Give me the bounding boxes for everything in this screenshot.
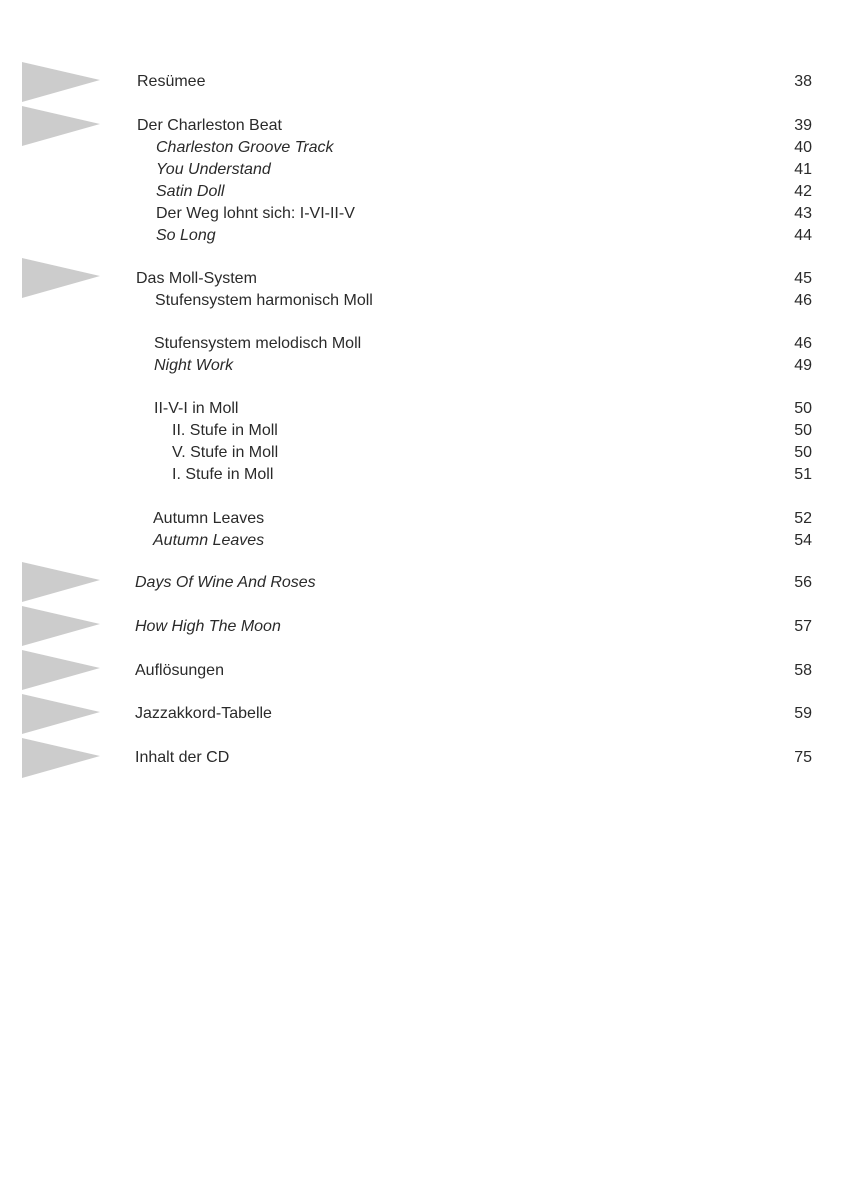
toc-entry-page: 58 [794,662,812,679]
toc-entry-page: 46 [794,292,812,309]
toc-entry-page: 52 [794,510,812,527]
toc-entry-title: Auflösungen [135,662,224,679]
toc-entry [0,572,852,594]
toc-entry-page: 50 [794,400,812,417]
toc-entry-page: 49 [794,357,812,374]
toc-entry [0,115,852,137]
toc-entry [0,268,852,290]
toc-entry [0,159,852,181]
toc-entry [0,355,852,377]
toc-entry-title: Stufensystem melodisch Moll [154,335,362,352]
toc-entry [0,616,852,638]
toc-entry [0,137,852,159]
toc-entry [0,508,852,530]
toc-entry [0,464,852,486]
toc-entry-title: Charleston Groove Track [156,139,334,156]
toc-entry-title: Das Moll-System [136,270,257,287]
toc-entry-title: V. Stufe in Moll [172,444,279,461]
toc-entry-title: Night Work [154,357,234,374]
toc-entry [0,398,852,420]
toc-entry [0,290,852,312]
toc-entry-title: Autumn Leaves [153,532,265,549]
toc-entry [0,442,852,464]
toc-entry-page: 51 [794,466,812,483]
toc-entry-page: 44 [794,227,812,244]
toc-entry-page: 38 [794,73,812,90]
toc-entry [0,181,852,203]
toc-entry-page: 42 [794,183,812,200]
toc-entry-title: Autumn Leaves [153,510,265,527]
toc-entry-title: Jazzakkord-Tabelle [135,705,272,722]
toc-entry-page: 75 [794,749,812,766]
toc-entry-title: So Long [156,227,216,244]
toc-entry-page: 46 [794,335,812,352]
toc-entry-title: Der Weg lohnt sich: I-VI-II-V [156,205,355,222]
toc-entry [0,660,852,682]
toc-entry-page: 57 [794,618,812,635]
toc-entry-title: I. Stufe in Moll [172,466,274,483]
toc-entry-page: 50 [794,422,812,439]
toc-entry [0,203,852,225]
toc-entry-page: 56 [794,574,812,591]
toc-entry [0,530,852,552]
toc-entry [0,703,852,725]
toc-entry-page: 54 [794,532,812,549]
toc-entry-page: 41 [794,161,812,178]
toc-entry-title: Der Charleston Beat [137,117,282,134]
toc-entry [0,333,852,355]
toc-entry [0,420,852,442]
toc-entry-page: 45 [794,270,812,287]
toc-entry-page: 59 [794,705,812,722]
toc-entry [0,71,852,93]
toc-entry-page: 39 [794,117,812,134]
toc-entry-page: 40 [794,139,812,156]
toc-entry-title: Stufensystem harmonisch Moll [155,292,373,309]
toc-entry [0,747,852,769]
toc-entry-title: II-V-I in Moll [154,400,239,417]
toc-entry-title: II. Stufe in Moll [172,422,278,439]
toc-entry-title: Days Of Wine And Roses [135,574,316,591]
toc-entry-title: Inhalt der CD [135,749,230,766]
toc-entry-page: 50 [794,444,812,461]
toc-entry [0,225,852,247]
toc-entry-title: Satin Doll [156,183,225,200]
toc-entry-title: Resümee [137,73,206,90]
toc-entry-page: 43 [794,205,812,222]
toc-entry-title: How High The Moon [135,618,281,635]
toc-entry-title: You Understand [156,161,271,178]
